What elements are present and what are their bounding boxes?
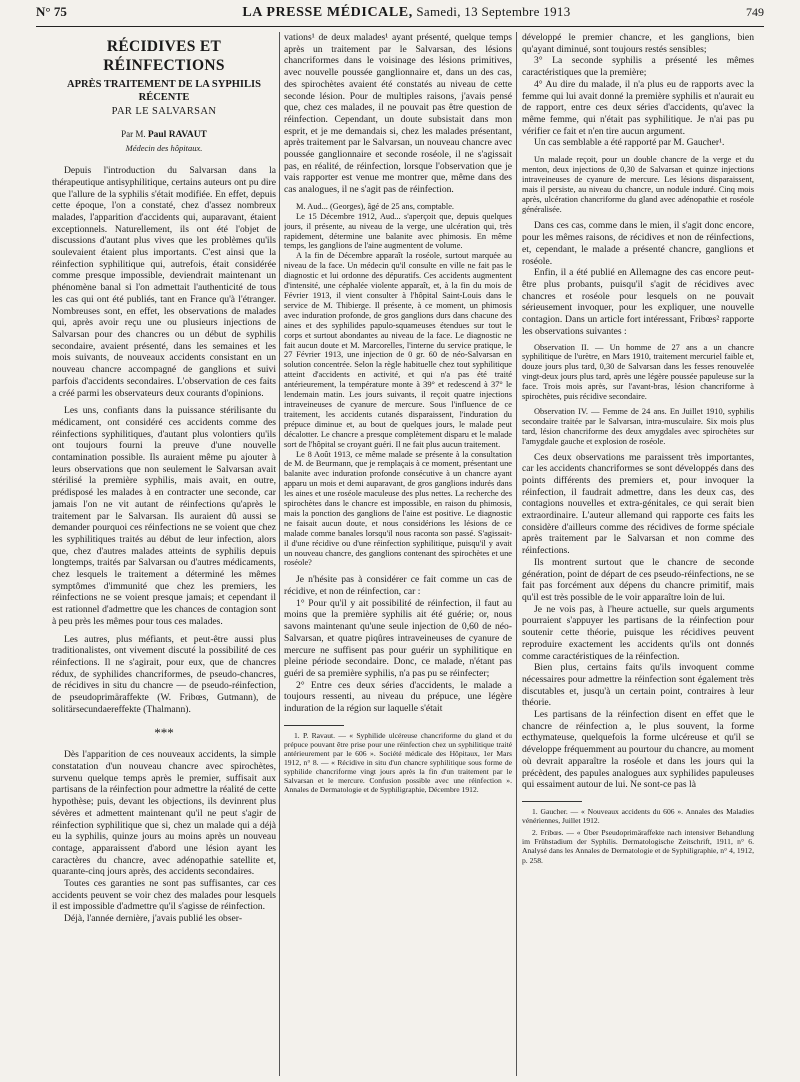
paragraph: vations¹ de deux malades¹ ayant présenté, quelque temps après un traitement par le Salvarsan, des lésions chancriformes dans le voisinage des lésions primitives, avec nouvelle poussée ganglionnaire et, dans un des cas, des spirochètes avaient été constatés au niveau de cette seconde lésion. Pour de multiples raisons, j'avais pensé que, chez ces malades, il ne pouvait pas être question de réinfection. Cependant, un doute subsistait dans mon esprit, et je me demandais si, chez les malades présentant, après traitement par le Salvarsan, un nouveau chancre avec poussée ganglionnaire et seconde roséole, il ne s'agissait pas, en réalité, de réinfection, lorsque l'observation que je vais rapporter est venue me montrer que, même dans des cas analogues, il ne s'agit pas de réinfection. <box>284 32 512 196</box>
case-paragraph: Un malade reçoit, pour un double chancre de la verge et du menton, deux injections de 0,30 de Salvarsan et quinze injections intraveineuses de cyanure de mercure. Les lésions disparaissent, mais il persiste, au niveau du chancre, un nodule induré. Cinq mois après, ulcération chancriforme du gland avec adénopathie et roséole généralisée. <box>522 155 754 214</box>
observation: Observation IV. — Femme de 24 ans. En Juillet 1910, syphilis secondaire traitée par le Salvarsan, intra-musculaire. Six mois plus tard, lésion chancriforme des deux amygdales avec spirochètes sur l'amygdale gauche et explosion de roséole. <box>522 406 754 446</box>
paragraph: Ces deux observations me paraissent très importantes, car les accidents chancriformes se sont développés dans des points différents des premiers et, pour invoquer la réinfection, il faudrait admettre, dans les deux cas, des contagions nouvelles et extra-génitales, ce qui serait bien extraordinaire. L'auteur allemand qui rapporte ces faits les considère d'ailleurs comme des récidives de forme spéciale après traitement par le Salvarsan et non comme des réinfections. <box>522 451 754 557</box>
page-number: 749 <box>746 5 764 19</box>
article-subtitle-2: PAR LE SALVARSAN <box>111 106 217 118</box>
paragraph: 2° Entre ces deux séries d'accidents, le malade a toujours ressenti, au niveau du prépuce, une légère induration de la région sur laquelle s'était <box>284 679 512 715</box>
paragraph: développé le premier chancre, et les ganglions, bien qu'ayant diminué, sont toujours restés sensibles; <box>522 32 754 55</box>
column-rule-2 <box>516 32 517 1076</box>
observation: Observation II. — Un homme de 27 ans a un chancre syphilitique de l'urètre, en Mars 1910, traitement mercuriel faible et, douze jours plus tard, 0,30 de Salvarsan dans les fesses renouvelée vingt-deux jours plus tard, après une légère poussée papuleuse sur la face. Trois mois après, sur l'avant-bras, lésion chancriforme à spirochètes, puis récidive secondaire. <box>522 342 754 402</box>
case-paragraph: A la fin de Décembre apparaît la roséole, surtout marquée au niveau de la face. Un médecin qu'il consulte en ville ne fait pas le diagnostic et lui ordonne des dépuratifs. Ces accidents augmentent d'intensité, une céphalée violente apparaît, et, à la fin du mois de Février 1913, il vient consulter à l'hôpital Saint-Louis dans le service de M. Thibierge. Il présente, à ce moment, un phimosis avec induration profonde, de gros ganglions durs dans chacune des aines et des syphilides papulo-squameuses étendues sur tout le corps et surtout abondantes au niveau de la face. Le diagnostic ne fait aucun doute et M. Marcorelles, l'interne du service pratique, le 27 Février 1913, une injection de 0 gr. 60 de néo-Salvarsan en solution concentrée. Selon la règle habituelle chez tout syphilitique atteint d'accidents en activité, et qui n'a pas été traité antérieurement, la température monte à 39° et redescend à 37° le lendemain matin. Les jours suivants, il reçoit quatre injections intraveineuses de cyanure de mercure. Sous l'influence de ce traitement, les accidents cutanés disparaissent, l'induration du prépuce diminue et, au bout de quelques jours, le malade peut décalotter. Le chancre a presque complètement disparu et le malade sort de l'hôpital se croyant guéri. Il ne fait plus aucun traitement. <box>284 251 512 449</box>
author-name: Paul RAVAUT <box>147 130 207 141</box>
byline: Par M. Paul RAVAUT <box>121 129 207 141</box>
paragraph: Déjà, l'année dernière, j'avais publié les obser- <box>64 913 243 925</box>
paragraph: Enfin, il a été publié en Allemagne des cas encore peut-être plus probants, puisqu'il s'agit de récidives avec chancres et roséole pour lesquels on ne pouvait sérieusement invoquer, pour les expliquer, une nouvelle contagion. Dans un article fort intéressant, Fribœs² rapporte les observations suivantes : <box>522 267 754 337</box>
journal-masthead <box>242 4 570 21</box>
column-2 <box>284 32 512 1078</box>
page-header <box>36 4 764 27</box>
case-heading: M. Aud... (Georges), âgé de 25 ans, comptable. <box>296 201 454 211</box>
footnote-rule <box>284 725 344 726</box>
paragraph: Un cas semblable a été rapporté par M. Gaucher¹. <box>534 137 725 149</box>
paragraph: 3° La seconde syphilis a présenté les mêmes caractéristiques que la première; <box>522 55 754 79</box>
journal-name: LA PRESSE MÉDICALE, <box>242 5 413 20</box>
footnote: 1. P. Ravaut. — « Syphilide ulcéreuse chancriforme du gland et du prépuce pouvant être prise pour une réinfection chez un syphilitique traité antérieurement par le 606 ». Société médicale des Hôpitaux, 1er Mars 1912, n° 8. — « Récidive in situ d'un chancre syphilitique sous forme de syphilide chancriforme vingt jours après la fin d'un traitement par le Salvarsan et le mercure. Confusion possible avec une réinfection ». Annales de Dermatologie et de Syphiligraphie, Décembre 1912. <box>284 730 512 795</box>
section-separator: *** <box>154 725 174 741</box>
paragraph: Dès l'apparition de ces nouveaux accidents, la simple constatation d'un nouveau chancre avec spirochètes, survenu quelque temps après le premier, suffisait aux partisans de la réinfection pour admettre la réalité de cette hypothèse; puis, devant les objections, ils devinrent plus sévères et admettent maintenant qu'il ne peut s'agir de réinfection syphilitique que si, chez un malade qui a déjà eu la syphilis, quinze jours au moins après un nouveau contage, apparaissent d'abord une lésion ayant les caractères du chancre, avec adénopathie satellite et, quarante-cinq jours après, des accidents secondaires. <box>52 749 276 878</box>
paragraph: Bien plus, certains faits qu'ils invoquent comme nécessaires pour admettre la réinfection sont également très discutables et, jusqu'à un certain point, contraires à leur théorie. <box>522 662 754 709</box>
paragraph: Dans ces cas, comme dans le mien, il s'agit donc encore, pour les mêmes raisons, de récidives et non de réinfections, et, cependant, le malade a présenté chancre, ganglions et roséole. <box>522 220 754 267</box>
article-title: RÉCIDIVES ET RÉINFECTIONS <box>103 38 225 74</box>
case-paragraph: Le 8 Août 1913, ce même malade se présente à la consultation de M. de Beurmann, que je remplaçais à ce moment, présentant une balanite avec induration profonde consécutive à un chancre ayant apparu un mois et demi auparavant, de gros ganglions indurés dans les aines et une roséole maculeuse des plus nettes. La recherche des spirochètes dans le chancre est impossible, en raison du phimosis, mais la ponction des ganglions de l'aine est positive. Le diagnostic ne faisait aucun doute, et nous considérions les lésions de ce malade comme banales lorsqu'il nous raconta son passé. S'agissait-il d'une récidive ou d'une réinfection syphilitique, puisqu'il y avait un nouveau chancre, des ganglions contenant des spirochètes et une roséole? <box>284 449 512 568</box>
footnote: 2. Fribœs. — « Über Pseudoprimäraffekte nach intensiver Behandlung im Frühstadium der Syphilis. Dermatologische Zeitschrift, 1911, n° 6. Analysé dans les Annales de Dermatologie et de Syphiligraphie, n° 4, 1912, p. 258. <box>522 828 754 865</box>
article-subtitle: APRÈS TRAITEMENT DE LA SYPHILIS RÉCENTE <box>67 78 261 103</box>
paragraph: Les uns, confiants dans la puissance stérilisante du médicament, ont considéré ces accidents comme des réinfections syphilitiques, d'autant plus volontiers qu'ils ont toujours fourni la preuve d'une nouvelle contamination possible. Ils auraient même pu ajouter à leurs observations que non seulement le Salvarsan avait stérilisé la première syphilis, mais avait, en outre, prédisposé les malades à en contracter une seconde, car jamais l'on ne vit autant de réinfections qu'après le traitement par le Salvarsan. Ils auraient dû aussi se demander pourquoi ces réinfections ne se voient que chez les syphilitiques traités au début de leur infection, alors que, chez d'autres malades atteints de syphilis depuis longtemps, traités par Salvarsan ou d'autres médicaments, chez lesquels le traitement a déterminé les mêmes symptômes d'immunité que chez les premiers, les réinfections ne se voient presque jamais; et cependant il est rationnel d'admettre que les chances de contagion sont à peu près les mêmes pour tous ces malades. <box>52 405 276 627</box>
paragraph: 1° Pour qu'il y ait possibilité de réinfection, il faut au moins que la première syphilis ait été guérie; or, nous savons maintenant qu'une seule injection de 0,60 de néo-Salvarsan, et quatre piqûres intraveineuses de cyanure de mercure ne suffisent pas pour guérir un syphilitique en pleine période secondaire. Donc, ce malade, n'étant pas guéri de sa première syphilis, n'a pas pu se réinfecter; <box>284 597 512 679</box>
paragraph: 4° Au dire du malade, il n'a plus eu de rapports avec la femme qui lui avait donné la première syphilis et n'aurait eu de rapport, entre ces deux séries d'accidents, qu'avec la même femme, qui n'était pas syphilitique. Je n'ai pas pu vérifier ce fait et n'en tire aucun argument. <box>522 78 754 137</box>
footnote-rule <box>522 801 582 802</box>
paragraph: Ils montrent surtout que le chancre de seconde génération, point de départ de ces pseudo-réinfections, ne se fait pas forcément aux dépens du chancre primitif, mais qu'il est très possible de le voir apparaître loin de lui. <box>522 556 754 603</box>
paragraph: Depuis l'introduction du Salvarsan dans la thérapeutique antisyphilitique, certains auteurs ont pu dire que l'allure de la syphilis s'était modifiée. En effet, depuis cette époque, l'on a constaté, chez d'assez nombreux malades, l'apparition d'accidents qui, auparavant, étaient exceptionnels. Naturellement, ils ont été l'objet de discussions d'autant plus vives que les problèmes qu'ils soulevaient étaient plus importants. C'est ainsi que la réinfection syphilitique qui, autrefois, était considérée comme presque impossible, deviendrait maintenant un phénomène banal si l'on admettait l'authenticité de tous les cas qui ont été publiés, tant en France qu'à l'étranger. Nombreuses sont, en effet, les observations de malades qui, après avoir reçu une ou plusieurs injections de Salvarsan pour des chancres ou un début de syphilis secondaire, avaient présenté, dans les semaines et les mois suivants, de nouveaux accidents consistant en un nouveau chancre accompagné de ganglions et suivi parfois d'accidents secondaires. L'observation de ces faits a créé parmi les observateurs deux courants d'opinions. <box>52 165 276 399</box>
paragraph: Les partisans de la réinfection disent en effet que le chancre de réinfection a, le plus souvent, la forme ecthymateuse, quelquefois la forme ulcéreuse et qu'il se développe fréquemment au pourtour du chancre, au moment où devrait apparaître la roséole et dans les jours qui la précèdent, des papules analogues aux syphilides papuleuses qui essaiment autour de lui. Ne sont-ce pas là <box>522 709 754 791</box>
case-paragraph: Le 15 Décembre 1912, Aud... s'aperçoit que, depuis quelques jours, il présente, au niveau de la verge, une ulcération qui, très rapidement, détermine une balanite avec phimosis. En même temps, les ganglions de l'aine augmentent de volume. <box>284 211 512 251</box>
issue-date: Samedi, 13 Septembre 1913 <box>416 4 571 19</box>
paragraph: Toutes ces garanties ne sont pas suffisantes, car ces accidents peuvent se voir chez des malades pour lesquels il est impossible d'admettre qu'il s'agisse de réinfection. <box>52 878 276 913</box>
footnote: 1. Gaucher. — « Nouveaux accidents du 606 ». Annales des Maladies vénériennes, Juillet 1912. <box>522 806 754 826</box>
column-rule-1 <box>279 32 280 1076</box>
author-affiliation: Médecin des hôpitaux. <box>125 142 203 153</box>
paragraph: Les autres, plus méfiants, et peut-être aussi plus traditionalistes, ont vivement discuté la possibilité de ces réinfections. Il ne s'agirait, pour eux, que de chancres rédux, de syphilides chancriformes, de pseudo-chancres, de récidives in situ du chancre — de pseudo-réinfection, de pseudoprimäraffekte (W. Fribœs, Gutmann), de solitärsecundaereffekte (Thalmann). <box>52 633 276 715</box>
column-1 <box>52 32 276 1078</box>
paragraph: Je ne vois pas, à l'heure actuelle, sur quels arguments pourraient s'appuyer les partisans de la réinfection pour soutenir cette théorie, puisque les récidives peuvent reproduire exactement les accidents qu'ils ont donnés comme caractéristiques de la réinfection. <box>522 603 754 662</box>
column-3 <box>522 32 754 1078</box>
paragraph: Je n'hésite pas à considérer ce fait comme un cas de récidive, et non de réinfection, car : <box>284 574 512 598</box>
issue-number: N° 75 <box>36 4 67 19</box>
